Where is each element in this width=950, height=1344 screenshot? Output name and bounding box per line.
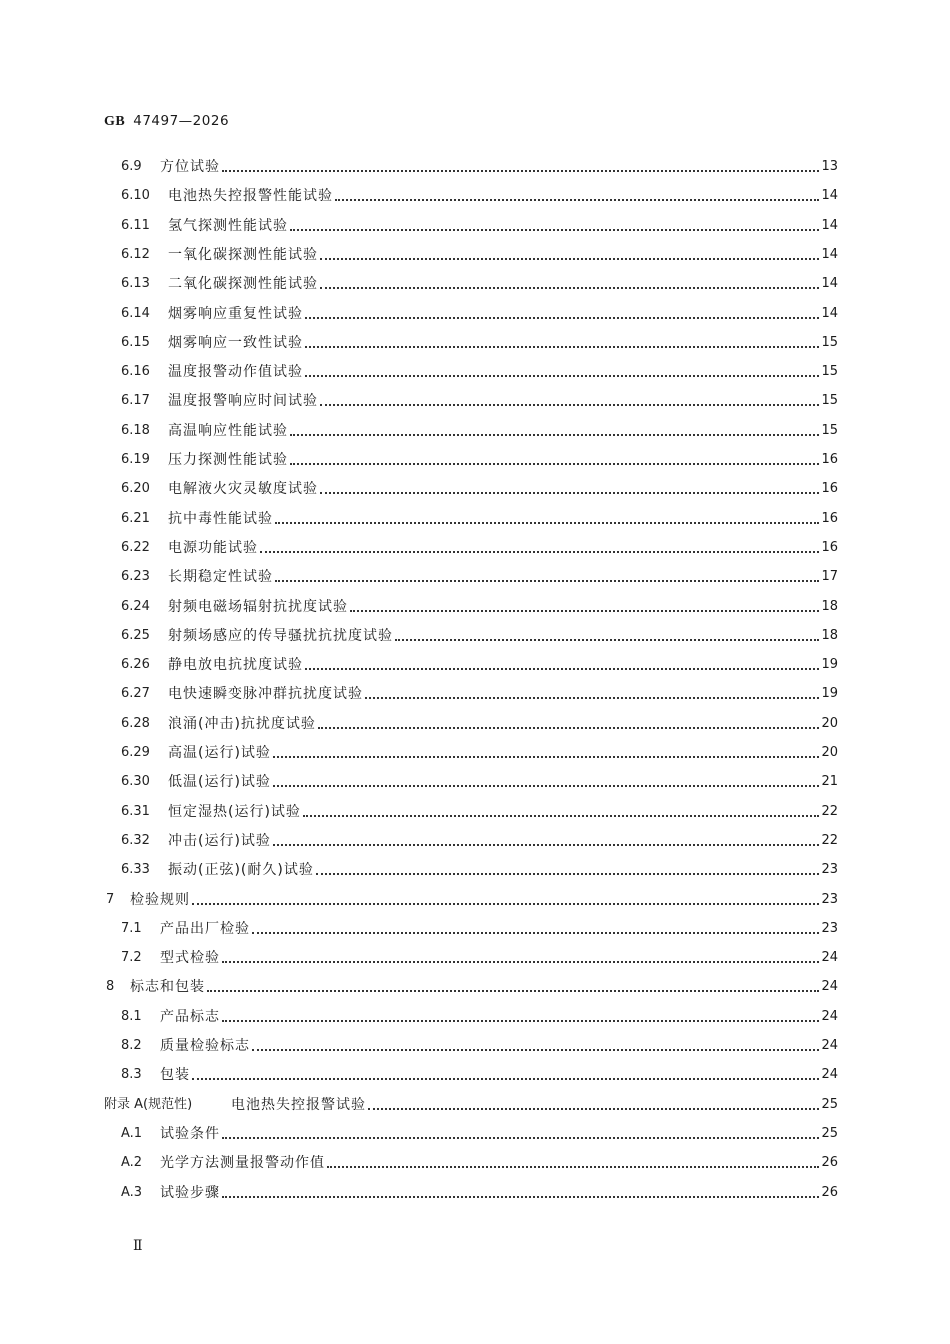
document-header bbox=[104, 113, 229, 130]
toc-entry-title: 检验规则 bbox=[130, 891, 190, 908]
toc-entry-number: 6.19 bbox=[121, 452, 150, 467]
toc-entry[interactable] bbox=[121, 651, 838, 675]
toc-entry-title: 电源功能试验 bbox=[168, 539, 258, 556]
toc-entry[interactable] bbox=[121, 1149, 838, 1173]
toc-entry-title: 电解液火灾灵敏度试验 bbox=[168, 481, 318, 498]
toc-entry-title: 射频电磁场辐射抗扰度试验 bbox=[168, 598, 348, 615]
toc-entry-page: 14 bbox=[821, 188, 838, 204]
toc-entry[interactable] bbox=[121, 475, 838, 499]
toc-entry-number: 8.3 bbox=[121, 1067, 142, 1083]
toc-entry-title: 电快速瞬变脉冲群抗扰度试验 bbox=[168, 686, 363, 703]
toc-entry-title: 产品出厂检验 bbox=[160, 920, 250, 937]
toc-entry-number: 6.30 bbox=[121, 774, 150, 790]
toc-dot-leader bbox=[290, 433, 819, 436]
toc-entry-number: 6.25 bbox=[121, 627, 150, 643]
toc-entry-page: 20 bbox=[821, 745, 838, 760]
toc-entry-page: 19 bbox=[821, 657, 838, 673]
toc-entry-number: 6.10 bbox=[121, 188, 150, 204]
toc-dot-leader bbox=[318, 726, 820, 729]
toc-entry[interactable] bbox=[121, 387, 838, 411]
toc-entry-page: 24 bbox=[821, 979, 838, 995]
toc-entry-title: 压力探测性能试验 bbox=[168, 452, 288, 468]
toc-entry-page: 18 bbox=[821, 598, 838, 614]
toc-entry-page: 25 bbox=[821, 1096, 838, 1112]
toc-entry[interactable] bbox=[121, 1179, 838, 1203]
toc-dot-leader bbox=[273, 784, 820, 787]
toc-dot-leader bbox=[252, 1048, 819, 1051]
toc-entry[interactable] bbox=[121, 680, 838, 704]
toc-entry-title: 低温(运行)试验 bbox=[168, 774, 271, 791]
toc-entry-page: 22 bbox=[821, 832, 838, 848]
toc-entry-title: 二氧化碳探测性能试验 bbox=[168, 276, 318, 293]
toc-entry-title: 恒定湿热(运行)试验 bbox=[168, 803, 301, 820]
toc-entry-number: 7.2 bbox=[121, 950, 142, 966]
toc-dot-leader bbox=[320, 286, 819, 289]
toc-entry-page: 18 bbox=[821, 627, 838, 643]
toc-entry-title: 温度报警响应时间试验 bbox=[168, 393, 318, 410]
toc-entry-title: 振动(正弦)(耐久)试验 bbox=[168, 862, 314, 879]
toc-entry-number: A.2 bbox=[121, 1155, 143, 1171]
toc-entry[interactable] bbox=[121, 915, 838, 939]
toc-entry[interactable] bbox=[121, 827, 838, 851]
toc-dot-leader bbox=[222, 1019, 819, 1022]
toc-entry-page: 20 bbox=[821, 715, 838, 731]
toc-dot-leader bbox=[222, 1195, 819, 1198]
toc-dot-leader bbox=[192, 902, 819, 905]
toc-entry[interactable] bbox=[121, 212, 838, 236]
page-number: Ⅱ bbox=[133, 1238, 143, 1254]
toc-entry[interactable] bbox=[121, 534, 838, 558]
toc-entry[interactable] bbox=[121, 182, 838, 206]
toc-entry-title: 高温(运行)试验 bbox=[168, 745, 271, 761]
toc-entry-title: 烟雾响应一致性试验 bbox=[168, 334, 303, 351]
toc-entry-number: 附录 A(规范性) bbox=[104, 1096, 193, 1112]
toc-entry-number: 6.13 bbox=[121, 276, 150, 292]
toc-entry[interactable] bbox=[121, 1032, 838, 1056]
toc-dot-leader bbox=[350, 609, 819, 612]
toc-entry-number: 6.17 bbox=[121, 393, 150, 409]
toc-entry-page: 19 bbox=[821, 686, 838, 702]
toc-entry-number: 6.9 bbox=[121, 159, 142, 174]
toc-dot-leader bbox=[222, 169, 819, 172]
toc-dot-leader bbox=[275, 579, 819, 582]
toc-entry-number: 6.29 bbox=[121, 745, 150, 760]
toc-dot-leader bbox=[327, 1165, 819, 1168]
toc-entry-number: A.1 bbox=[121, 1125, 143, 1141]
toc-dot-leader bbox=[305, 316, 819, 319]
toc-entry-page: 16 bbox=[821, 452, 838, 467]
toc-dot-leader bbox=[335, 198, 819, 201]
toc-entry-number: 7 bbox=[106, 891, 115, 907]
toc-entry-page: 24 bbox=[821, 950, 838, 966]
toc-entry[interactable] bbox=[121, 358, 838, 382]
toc-entry[interactable] bbox=[121, 768, 838, 792]
toc-dot-leader bbox=[303, 814, 820, 817]
toc-entry-page: 26 bbox=[821, 1155, 838, 1171]
toc-entry[interactable] bbox=[121, 1120, 838, 1144]
toc-entry-number: 6.22 bbox=[121, 539, 150, 555]
toc-dot-leader bbox=[207, 989, 819, 992]
toc-entry-page: 16 bbox=[821, 481, 838, 497]
toc-entry[interactable] bbox=[121, 944, 838, 968]
toc-dot-leader bbox=[192, 1077, 819, 1080]
toc-entry-number: 6.26 bbox=[121, 657, 150, 673]
toc-entry-number: 6.32 bbox=[121, 832, 150, 848]
toc-dot-leader bbox=[260, 550, 819, 553]
toc-entry-number: 6.14 bbox=[121, 305, 150, 321]
toc-entry-number: 6.11 bbox=[121, 217, 150, 233]
toc-dot-leader bbox=[320, 403, 819, 406]
toc-entry[interactable] bbox=[104, 1091, 838, 1115]
toc-entry-number: 8 bbox=[106, 979, 115, 995]
toc-entry-title: 温度报警动作值试验 bbox=[168, 364, 303, 381]
toc-dot-leader bbox=[395, 638, 819, 641]
toc-entry-title: 试验条件 bbox=[160, 1125, 220, 1142]
toc-entry-number: 6.16 bbox=[121, 364, 150, 380]
toc-dot-leader bbox=[320, 257, 819, 260]
toc-entry-page: 15 bbox=[821, 334, 838, 350]
toc-entry[interactable] bbox=[121, 270, 838, 294]
toc-entry-title: 冲击(运行)试验 bbox=[168, 832, 271, 849]
toc-dot-leader bbox=[273, 843, 820, 846]
toc-entry[interactable] bbox=[121, 1003, 838, 1027]
toc-entry-title: 抗中毒性能试验 bbox=[168, 510, 273, 527]
toc-entry-number: 8.2 bbox=[121, 1038, 142, 1053]
toc-entry-title: 一氧化碳探测性能试验 bbox=[168, 246, 318, 263]
standard-code: 47497—2026 bbox=[133, 113, 230, 129]
toc-entry-page: 26 bbox=[821, 1184, 838, 1200]
toc-entry[interactable] bbox=[121, 300, 838, 324]
toc-entry-number: 8.1 bbox=[121, 1008, 142, 1024]
toc-entry-page: 17 bbox=[821, 569, 838, 585]
toc-entry-page: 24 bbox=[821, 1008, 838, 1024]
toc-entry[interactable] bbox=[121, 710, 838, 734]
toc-entry-page: 15 bbox=[821, 422, 838, 438]
toc-entry-title: 方位试验 bbox=[160, 159, 220, 175]
toc-entry[interactable] bbox=[121, 798, 838, 822]
toc-entry-page: 14 bbox=[821, 305, 838, 321]
toc-entry-page: 23 bbox=[821, 920, 838, 936]
toc-entry[interactable] bbox=[121, 505, 838, 529]
toc-entry[interactable] bbox=[121, 593, 838, 617]
toc-entry[interactable] bbox=[121, 739, 838, 763]
toc-dot-leader bbox=[290, 228, 819, 231]
toc-entry[interactable] bbox=[121, 329, 838, 353]
toc-entry-title: 浪涌(冲击)抗扰度试验 bbox=[168, 715, 316, 732]
toc-entry-page: 15 bbox=[821, 393, 838, 409]
toc-entry-number: 6.23 bbox=[121, 569, 150, 585]
toc-entry[interactable] bbox=[121, 446, 838, 470]
toc-dot-leader bbox=[252, 931, 819, 934]
toc-entry-number: 6.20 bbox=[121, 481, 150, 497]
toc-entry-page: 24 bbox=[821, 1038, 838, 1053]
toc-entry-title: 高温响应性能试验 bbox=[168, 422, 288, 439]
toc-entry-title: 电池热失控报警性能试验 bbox=[168, 188, 333, 205]
toc-entry-title: 质量检验标志 bbox=[160, 1038, 250, 1054]
toc-entry-page: 23 bbox=[821, 891, 838, 907]
toc-entry-title: 长期稳定性试验 bbox=[168, 569, 273, 586]
toc-entry-number: 6.12 bbox=[121, 246, 150, 262]
toc-entry[interactable] bbox=[121, 1061, 838, 1085]
toc-entry-title: 射频场感应的传导骚扰抗扰度试验 bbox=[168, 627, 393, 644]
toc-dot-leader bbox=[273, 755, 820, 758]
toc-entry[interactable] bbox=[121, 153, 838, 177]
toc-entry-title: 标志和包装 bbox=[130, 979, 205, 996]
toc-entry[interactable] bbox=[106, 886, 838, 910]
toc-entry-title: 烟雾响应重复性试验 bbox=[168, 305, 303, 322]
toc-entry[interactable] bbox=[121, 417, 838, 441]
toc-entry-number: 6.21 bbox=[121, 510, 150, 526]
toc-entry-number: 6.24 bbox=[121, 598, 150, 614]
toc-entry-page: 13 bbox=[821, 159, 838, 174]
toc-dot-leader bbox=[305, 374, 819, 377]
toc-entry-title: 氢气探测性能试验 bbox=[168, 217, 288, 234]
toc-entry-number: 6.18 bbox=[121, 422, 150, 438]
toc-dot-leader bbox=[275, 521, 819, 524]
toc-entry-page: 14 bbox=[821, 246, 838, 262]
toc-entry-title: 包装 bbox=[160, 1067, 190, 1084]
toc-entry[interactable] bbox=[106, 973, 838, 997]
toc-dot-leader bbox=[305, 667, 819, 670]
toc-entry-number: 7.1 bbox=[121, 920, 142, 936]
toc-entry-page: 14 bbox=[821, 217, 838, 233]
toc-entry-page: 25 bbox=[821, 1125, 838, 1141]
toc-dot-leader bbox=[365, 696, 819, 699]
toc-entry-number: 6.33 bbox=[121, 862, 150, 878]
toc-entry-page: 22 bbox=[821, 803, 838, 819]
toc-entry-page: 24 bbox=[821, 1067, 838, 1083]
toc-entry-title: 试验步骤 bbox=[160, 1184, 220, 1201]
toc-entry-page: 16 bbox=[821, 539, 838, 555]
toc-entry-number: 6.27 bbox=[121, 686, 150, 702]
toc-entry-page: 14 bbox=[821, 276, 838, 292]
toc-dot-leader bbox=[368, 1107, 819, 1110]
toc-entry[interactable] bbox=[121, 241, 838, 265]
toc-entry-page: 15 bbox=[821, 364, 838, 380]
toc-entry-title: 型式检验 bbox=[160, 950, 220, 967]
toc-dot-leader bbox=[222, 960, 819, 963]
toc-dot-leader bbox=[316, 872, 820, 875]
toc-entry-number: A.3 bbox=[121, 1184, 143, 1200]
toc-entry-page: 21 bbox=[821, 774, 838, 790]
toc-dot-leader bbox=[222, 1136, 819, 1139]
toc-entry-title: 电池热失控报警试验 bbox=[231, 1096, 366, 1113]
toc-dot-leader bbox=[290, 462, 819, 465]
toc-entry-title: 产品标志 bbox=[160, 1008, 220, 1025]
toc-entry-number: 6.28 bbox=[121, 715, 150, 731]
toc-entry[interactable] bbox=[121, 856, 838, 880]
toc-entry-title: 光学方法测量报警动作值 bbox=[160, 1155, 325, 1172]
toc-entry-title: 静电放电抗扰度试验 bbox=[168, 657, 303, 674]
toc-entry-number: 6.15 bbox=[121, 334, 150, 350]
toc-entry[interactable] bbox=[121, 622, 838, 646]
toc-dot-leader bbox=[305, 345, 819, 348]
toc-entry[interactable] bbox=[121, 563, 838, 587]
standard-prefix: GB bbox=[104, 114, 126, 129]
toc-entry-number: 6.31 bbox=[121, 803, 150, 819]
toc-entry-page: 16 bbox=[821, 510, 838, 526]
toc-dot-leader bbox=[320, 491, 819, 494]
toc-entry-page: 23 bbox=[821, 862, 838, 878]
